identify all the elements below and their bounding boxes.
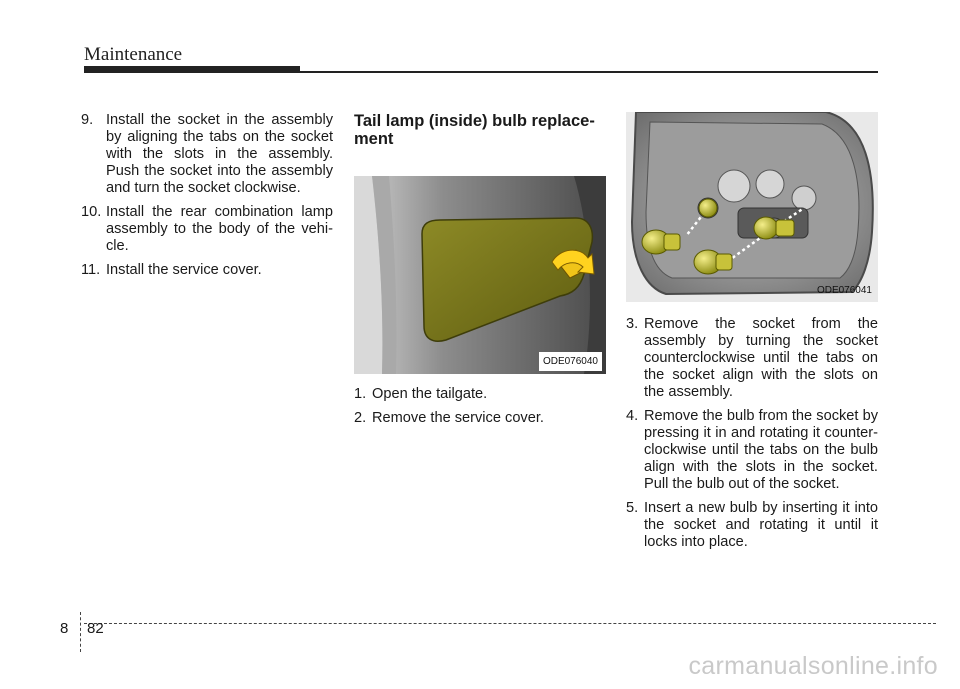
list-item [81, 112, 333, 197]
step-number: 4. [626, 408, 639, 424]
left-column [81, 112, 333, 286]
figure-caption: ODE076041 [816, 285, 872, 296]
step-number: 3. [626, 316, 639, 332]
step-number: 9. [81, 112, 94, 128]
list-item [354, 386, 606, 403]
step-number: 11. [81, 262, 101, 278]
section-title: Tail lamp (inside) bulb replace-ment [354, 112, 595, 148]
step-text: Install the service cover. [106, 262, 262, 278]
page-number: 82 [87, 620, 104, 637]
step-number: 5. [626, 500, 639, 516]
step-text: Remove the socket from the assembly by turning the socket counterclockwise until the tabs on the socket align with the slots on the assembly. [644, 316, 878, 400]
step-text: Remove the bulb from the socket by pressing it in and rotating it counter-clockwise until the tabs on the bulb align with the slots in the socket. Pull the bulb out of the socket. [644, 408, 878, 492]
bulb-socket-illustration [626, 112, 878, 302]
bulb-socket-1 [699, 199, 717, 217]
middle-column [354, 112, 606, 434]
figure-caption: ODE076040 [539, 352, 602, 371]
list-item [626, 500, 878, 551]
step-number: 1. [354, 386, 367, 402]
footer-rule [84, 623, 936, 624]
right-column [626, 112, 878, 558]
page-header-title: Maintenance [84, 44, 183, 65]
footer-separator [80, 612, 81, 652]
list-item [626, 316, 878, 401]
watermark: carmanualsonline.info [688, 652, 938, 680]
list-item [354, 410, 606, 427]
header-rule [84, 71, 878, 73]
right-step-list [626, 316, 878, 551]
service-cover-illustration [354, 176, 606, 374]
step-text: Install the socket in the assembly by aligning the tabs on the socket with the slots in the assembly. Push the socket into the assembly and turn the socket clockwise. [106, 112, 333, 196]
step-text: Install the rear combination lamp assembly to the body of the vehi-cle. [106, 204, 333, 254]
list-item [626, 408, 878, 493]
bulb-socket-figure [626, 112, 878, 302]
step-text: Remove the service cover. [372, 410, 544, 426]
bulb-socket-2 [642, 230, 680, 254]
left-step-list [81, 112, 333, 279]
list-item [81, 204, 333, 255]
bulb-socket-4 [694, 250, 732, 274]
bulb-socket-3 [754, 217, 794, 239]
step-text: Open the tailgate. [372, 386, 488, 402]
middle-step-list [354, 386, 606, 427]
step-text: Insert a new bulb by inserting it into the socket and rotating it until it locks into place. [644, 500, 878, 550]
service-cover-figure [354, 176, 606, 374]
step-number: 10. [81, 204, 102, 220]
list-item [81, 262, 333, 279]
chapter-number: 8 [60, 620, 69, 637]
step-number: 2. [354, 410, 367, 426]
